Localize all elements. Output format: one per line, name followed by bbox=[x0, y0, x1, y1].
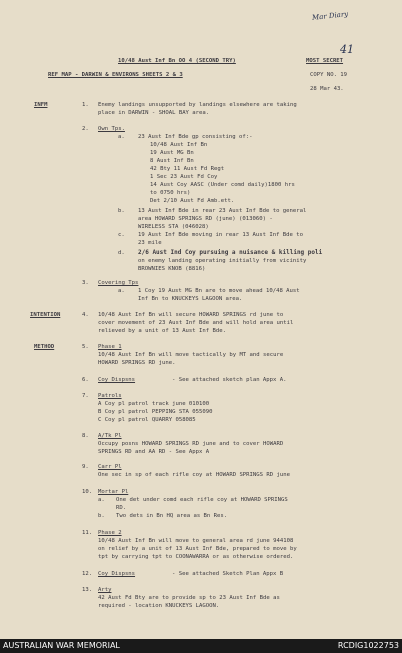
para-number: 3. bbox=[82, 280, 89, 286]
para-number: 1. bbox=[82, 102, 89, 108]
para-line: 42 Aust Fd Bty are to provide sp to 23 Aust Inf Bde as bbox=[98, 595, 280, 601]
para-line: HOWARD SPRINGS RD june. bbox=[98, 360, 176, 366]
para-title: Coy Dispsns bbox=[98, 377, 136, 383]
sub-letter: a. bbox=[98, 497, 105, 503]
para-title: Mortar Pl bbox=[98, 489, 129, 495]
para-line: Enemy landings unsupported by landings elsewhere are taking bbox=[98, 102, 297, 108]
para-line: 1 Sec 23 Aust Fd Coy bbox=[150, 174, 218, 180]
para-line: 10/48 Aust Inf Bn bbox=[150, 142, 208, 148]
para-number: 12. bbox=[82, 571, 93, 577]
para-line: - See attached Sketch Plan Appx B bbox=[172, 571, 284, 577]
sub-letter: c. bbox=[118, 232, 125, 238]
para-line: A Coy pl patrol track june 010100 bbox=[98, 401, 210, 407]
para-line: relieved by a unit of 13 Aust Inf Bde. bbox=[98, 328, 226, 334]
para-line: Inf Bn to KNUCKEYS LAGOON area. bbox=[138, 296, 243, 302]
para-line: 19 Aust Inf Bde moving in rear 13 Aust Inf Bde to bbox=[138, 232, 304, 238]
para-number: 5. bbox=[82, 344, 89, 350]
para-line: Two dets in Bn HQ area as Bn Res. bbox=[116, 513, 228, 519]
para-number: 2. bbox=[82, 126, 89, 132]
para-title: Coy Dispsns bbox=[98, 571, 136, 577]
para-line: 10/48 Aust Inf Bn will move to general area rd june 944108 bbox=[98, 538, 294, 544]
para-line: 1 Coy 19 Aust MG Bn are to move ahead 10/48 Aust bbox=[138, 288, 300, 294]
order-date: 28 Mar 43. bbox=[310, 86, 344, 92]
para-line: 8 Aust Inf Bn bbox=[150, 158, 194, 164]
copy-number: COPY NO. 19 bbox=[310, 72, 348, 78]
para-line: Occupy posns HOWARD SPRINGS RD june and to cover HOWARD bbox=[98, 441, 284, 447]
para-title: Phase 2 bbox=[98, 530, 122, 536]
para-line: RD. bbox=[116, 505, 127, 511]
para-number: 10. bbox=[82, 489, 93, 495]
para-line: BROWNIES KNOB (8816) bbox=[138, 266, 206, 272]
para-line: 2/6 Aust Ind Coy pursuing a nuisance & killing poli bbox=[138, 249, 323, 256]
order-title: 10/48 Aust Inf Bn OO 4 (SECOND TRY) bbox=[118, 58, 236, 64]
para-line: area HOWARD SPRINGS RD (june) (013060) - bbox=[138, 216, 273, 222]
para-title: Patrols bbox=[98, 393, 122, 399]
para-line: SPRINGS RD and AA RD - See Appx A bbox=[98, 449, 210, 455]
para-line: to 0750 hrs) bbox=[150, 190, 191, 196]
sub-letter: a. bbox=[118, 288, 125, 294]
para-line: 10/48 Aust Inf Bn will move tactically by MT and secure bbox=[98, 352, 284, 358]
para-line: 23 mile bbox=[138, 240, 162, 246]
section-heading-infm: INFM bbox=[34, 102, 48, 108]
para-title: Arty bbox=[98, 587, 112, 593]
para-line: place in DARWIN - SHOAL BAY area. bbox=[98, 110, 210, 116]
para-line: 14 Aust Coy AASC (Under comd daily)1800 hrs bbox=[150, 182, 295, 188]
para-number: 9. bbox=[82, 464, 89, 470]
para-line: B Coy pl patrol PEPPING STA 055090 bbox=[98, 409, 213, 415]
ref-map: REF MAP - DARWIN & ENVIRONS SHEETS 2 & 3 bbox=[48, 72, 183, 78]
para-number: 13. bbox=[82, 587, 93, 593]
para-number: 6. bbox=[82, 377, 89, 383]
para-title: Phase 1 bbox=[98, 344, 122, 350]
sub-letter: b. bbox=[118, 208, 125, 214]
para-title: Covering Tps bbox=[98, 280, 139, 286]
handwritten-note: Mar Diary bbox=[311, 10, 349, 22]
section-heading-intention: INTENTION bbox=[30, 312, 61, 318]
para-line: 23 Aust Inf Bde gp consisting of:- bbox=[138, 134, 253, 140]
para-line: on relief by a unit of 13 Aust Inf Bde, prepared to move by bbox=[98, 546, 297, 552]
para-line: One det under comd each rifle coy at HOWARD SPRINGS bbox=[116, 497, 288, 503]
para-line: on enemy landing operating initially from vicinity bbox=[138, 258, 307, 264]
para-line: tpt by carrying tpt to COONAWARRA or as otherwise ordered. bbox=[98, 554, 294, 560]
para-line: - See attached sketch plan Appx A. bbox=[172, 377, 287, 383]
section-heading-method: METHOD bbox=[34, 344, 55, 350]
para-title: Carr Pl bbox=[98, 464, 122, 470]
para-line: 10/48 Aust Inf Bn will secure HOWARD SPRINGS rd june to bbox=[98, 312, 284, 318]
record-id: RCDIG1022753 bbox=[337, 641, 399, 650]
para-number: 7. bbox=[82, 393, 89, 399]
para-line: cover movement of 23 Aust Inf Bde and will hold area until bbox=[98, 320, 294, 326]
sub-letter: b. bbox=[98, 513, 105, 519]
para-line: 42 Bty 11 Aust Fd Regt bbox=[150, 166, 225, 172]
para-line: One sec in sp of each rifle coy at HOWARD SPRINGS RD june bbox=[98, 472, 290, 478]
archive-footer bbox=[0, 639, 402, 653]
para-line: WIRELESS STA (046028) bbox=[138, 224, 209, 230]
para-title: A/Tk Pl bbox=[98, 433, 122, 439]
para-line: 19 Aust MG Bn bbox=[150, 150, 194, 156]
para-line: C Coy pl patrol QUARRY 058085 bbox=[98, 417, 196, 423]
para-title: Own Tps. bbox=[98, 126, 125, 132]
classification: MOST SECRET bbox=[306, 58, 344, 64]
sub-letter: a. bbox=[118, 134, 125, 140]
para-line: 13 Aust Inf Bde in rear 23 Aust Inf Bde to general bbox=[138, 208, 307, 214]
para-number: 4. bbox=[82, 312, 89, 318]
archive-name: AUSTRALIAN WAR MEMORIAL bbox=[3, 641, 120, 650]
page-number: 41 bbox=[340, 43, 354, 56]
para-line: required - location KNUCKEYS LAGOON. bbox=[98, 603, 220, 609]
para-number: 8. bbox=[82, 433, 89, 439]
para-line: Det 2/10 Aust Fd Amb.ett. bbox=[150, 198, 235, 204]
sub-letter: d. bbox=[118, 250, 125, 256]
para-number: 11. bbox=[82, 530, 93, 536]
